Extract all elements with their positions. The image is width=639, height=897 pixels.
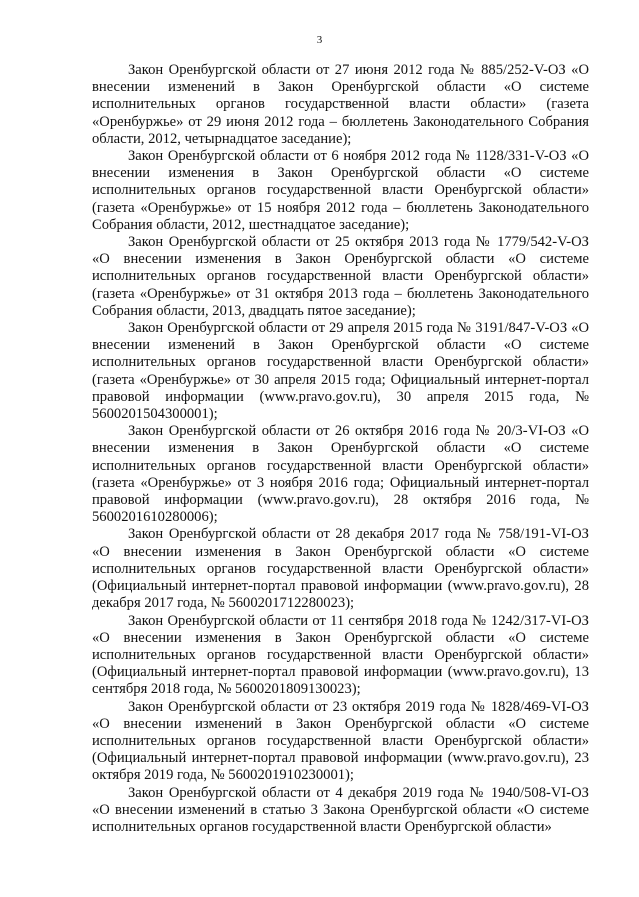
law-paragraph: Закон Оренбургской области от 11 сентября 2018 года № 1242/317-VI-ОЗ «О внесении изменения в Закон Оренбургской области «О системе исполнительных органов государственной власти Оренбургской области» (Официальный интернет-портал правовой информации (www.pravo.gov.ru), 13 сентября 2018 года, № 5600201809130023); xyxy=(92,612,589,698)
document-body xyxy=(92,62,589,836)
law-paragraph: Закон Оренбургской области от 29 апреля 2015 года № 3191/847-V-ОЗ «О внесении изменений в Закон Оренбургской области «О системе исполнительных органов государственной власти Оренбургской области» (газета «Оренбуржье» от 30 апреля 2015 года; Официальный интернет-портал правовой информации (www.pravo.gov.ru), 30 апреля 2015 года, № 5600201504300001); xyxy=(92,320,589,423)
law-paragraph: Закон Оренбургской области от 26 октября 2016 года № 20/3-VI-ОЗ «О внесении изменения в Закон Оренбургской области «О системе исполнительных органов государственной власти Оренбургской области» (газета «Оренбуржье» от 3 ноября 2016 года; Официальный интернет-портал правовой информации (www.pravo.gov.ru), 28 октября 2016 года, № 5600201610280006); xyxy=(92,423,589,526)
page-number: 3 xyxy=(316,34,323,46)
law-paragraph: Закон Оренбургской области от 27 июня 2012 года № 885/252-V-ОЗ «О внесении изменений в Закон Оренбургской области «О системе исполнительных органов государственной власти области» (газета «Оренбуржье» от 29 июня 2012 года – бюллетень Законодательного Собрания области, 2012, четырнадцатое заседание); xyxy=(92,62,589,147)
law-paragraph: Закон Оренбургской области от 4 декабря 2019 года № 1940/508-VI-ОЗ «О внесении изменений в статью 3 Закона Оренбургской области «О системе исполнительных органов государственной власти Оренбургской области» xyxy=(92,784,589,835)
law-paragraph: Закон Оренбургской области от 25 октября 2013 года № 1779/542-V-ОЗ «О внесении изменения в Закон Оренбургской области «О системе исполнительных органов государственной власти Оренбургской области» (газета «Оренбуржье» от 31 октября 2013 года – бюллетень Законодательного Собрания области, 2013, двадцать пятое заседание); xyxy=(92,234,589,319)
law-paragraph: Закон Оренбургской области от 23 октября 2019 года № 1828/469-VI-ОЗ «О внесении изменений в Закон Оренбургской области «О системе исполнительных органов государственной власти Оренбургской области» (Официальный интернет-портал правовой информации (www.pravo.gov.ru), 23 октября 2019 года, № 5600201910230001); xyxy=(92,698,589,784)
law-paragraph: Закон Оренбургской области от 6 ноября 2012 года № 1128/331-V-ОЗ «О внесении изменения в Закон Оренбургской области «О системе исполнительных органов государственной власти Оренбургской области» (газета «Оренбуржье» от 15 ноября 2012 года – бюллетень Законодательного Собрания области, 2012, шестнадцатое заседание); xyxy=(92,148,589,233)
law-paragraph: Закон Оренбургской области от 28 декабря 2017 года № 758/191-VI-ОЗ «О внесении изменения в Закон Оренбургской области «О системе исполнительных органов государственной власти Оренбургской области» (Официальный интернет-портал правовой информации (www.pravo.gov.ru), 28 декабря 2017 года, № 5600201712280023); xyxy=(92,526,589,612)
